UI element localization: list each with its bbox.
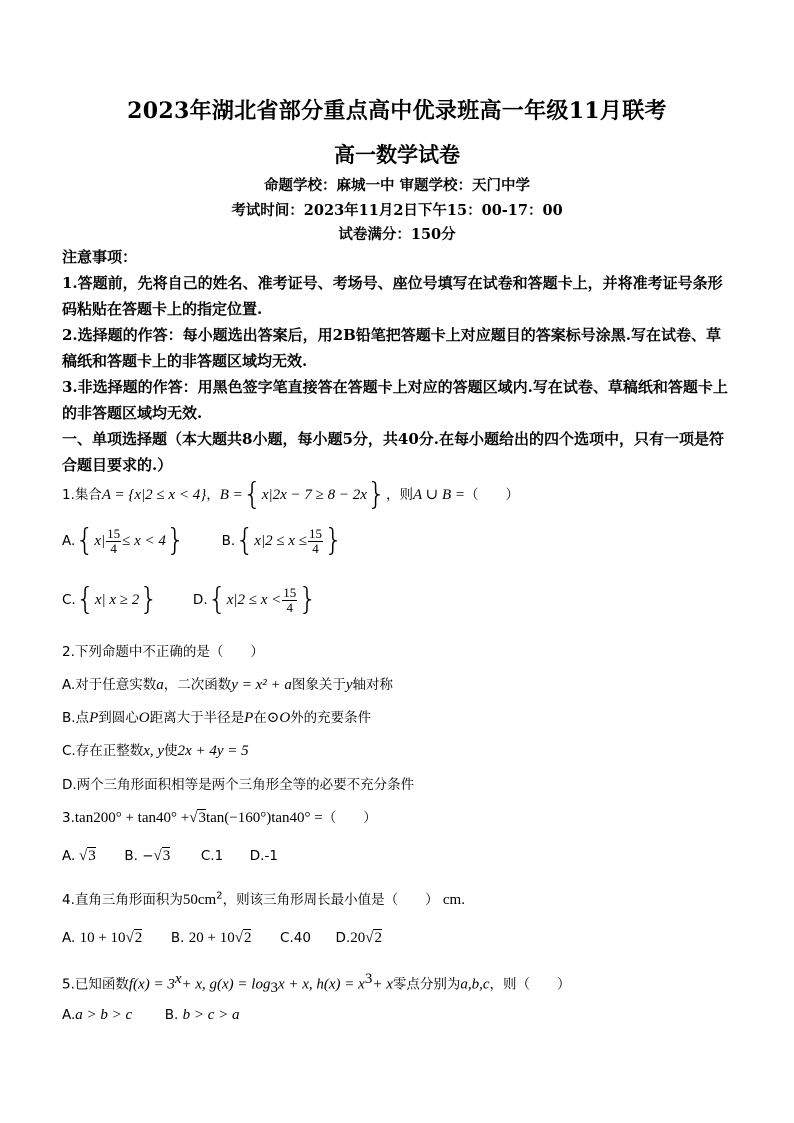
- q3-stem: 3.tan200° + tan40° +√3tan(−160°)tan40° =（ ）: [62, 810, 377, 826]
- q1-option-c: C.{x| x ≥ 2}: [62, 582, 159, 617]
- q3-option-b: B. −√3: [124, 848, 171, 864]
- note-3: 3.非选择题的作答：用黑色签字笔直接答在答题卡上对应的答题区域内.写在试卷、草稿纸和答题卡上的非答题区域均无效.: [62, 378, 728, 422]
- exam-subtitle: 高一数学试卷: [334, 142, 460, 167]
- exam-time: 考试时间：2023年11月2日下午15：00-17：00: [231, 202, 563, 219]
- q1-set-a: A = {x|2 ≤ x < 4}: [101, 487, 207, 503]
- notes-heading: 注意事项：: [62, 248, 138, 266]
- q5-option-b: B. b > c > a: [164, 1007, 240, 1023]
- q4-options: [62, 930, 742, 947]
- q3-option-d: D.-1: [249, 848, 278, 864]
- q1-stem: 1.集合A = {x|2 ≤ x < 4}，B ={x|2x − 7 ≥ 8 − 2x}，则A ∪ B =（ ）: [62, 477, 520, 512]
- q1-set-b: x|2x − 7 ≥ 8 − 2x: [261, 487, 367, 503]
- notes-section: [62, 244, 734, 478]
- q1-set-b-lhs: B =: [219, 487, 243, 503]
- q2-option-c: C.存在正整数x, y使2x + 4y = 5: [62, 743, 249, 759]
- q5-option-a: A.a > b > c: [62, 1007, 133, 1023]
- q1-option-a: A.{x| $\frac{15}{4}$ ≤ x < 4}: [62, 523, 186, 558]
- note-2: 2.选择题的作答：每小题选出答案后，用2B铅笔把答题卡上对应题目的答案标号涂黑.写在试卷、草稿纸和答题卡上的非答题区域均无效.: [62, 326, 722, 370]
- q2-stem: 2.下列命题中不正确的是（ ）: [62, 644, 264, 660]
- q1-options-ab: [62, 523, 742, 558]
- q2-option-d: D.两个三角形面积相等是两个三角形全等的必要不充分条件: [62, 777, 415, 793]
- q4-stem: 4.直角三角形面积为$50cm^2$，则该三角形周长最小值是（ ） cm.: [62, 890, 465, 908]
- q1-option-b: B.{x|2 ≤ x ≤ $\frac{15}{4}$ }: [221, 523, 344, 558]
- exam-title: 2023年湖北省部分重点高中优录班高一年级11月联考: [127, 98, 667, 124]
- q1-option-d: D.{x|2 ≤ x < $\frac{15}{4}$ }: [192, 582, 318, 617]
- note-1: 1.答题前，先将自己的姓名、准考证号、考场号、座位号填写在试卷和答题卡上，并将准考证号条形码粘贴在答题卡上的指定位置.: [62, 274, 723, 318]
- q2-option-a: A.对于任意实数a，二次函数y = x² + a图象关于y轴对称: [62, 677, 394, 693]
- q5-options: [62, 1007, 742, 1024]
- q4-option-b: B. 20 + 10√2: [170, 930, 252, 946]
- q4-option-d: D.20√2: [335, 930, 382, 946]
- q3-option-a: A. √3: [62, 848, 96, 864]
- q3-option-c: C.1: [200, 848, 224, 864]
- q5-stem: 5.已知函数$f(x) = 3^x+ x$, $g(x) = \log_3x + x$, $h(x) = x^3+ x$零点分别为a,b,c，则（ ）: [62, 971, 571, 997]
- q4-option-c: C.40: [280, 930, 311, 946]
- q3-options: [62, 848, 742, 865]
- exam-schools: 命题学校：麻城一中 审题学校：天门中学: [263, 177, 531, 194]
- q1-options-cd: [62, 582, 742, 617]
- q2-option-b: B.点P到圆心O距离大于半径是P在⊙O外的充要条件: [62, 710, 372, 726]
- q4-option-a: A. 10 + 10√2: [62, 930, 143, 946]
- q1-union: A ∪ B =: [413, 487, 466, 503]
- section-1-heading: 一、单项选择题（本大题共8小题，每小题5分，共40分.在每小题给出的四个选项中，只有一项是符合题目要求的.）: [62, 430, 724, 474]
- exam-score: 试卷满分：150分: [338, 226, 456, 243]
